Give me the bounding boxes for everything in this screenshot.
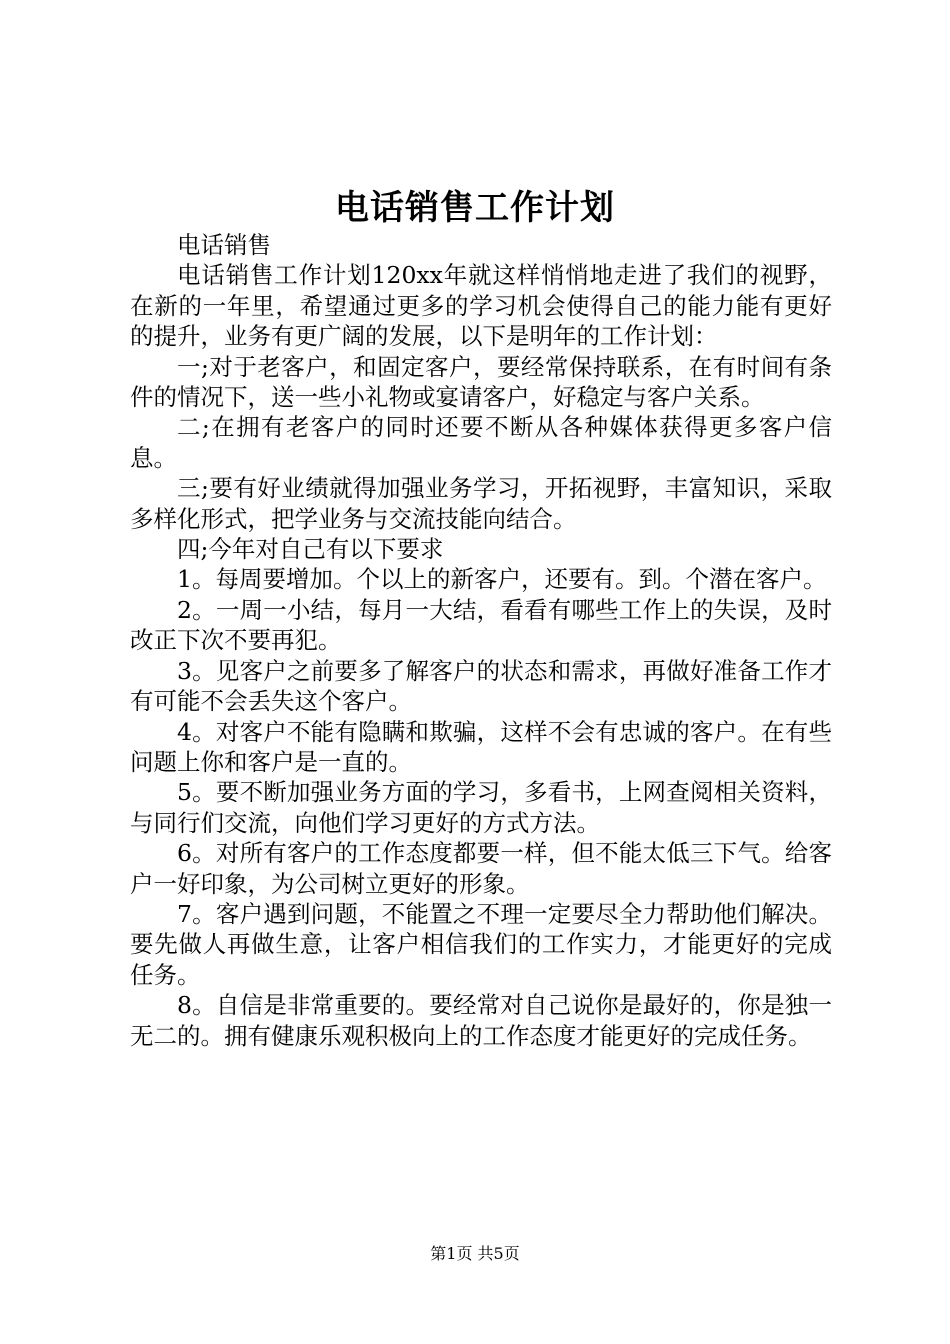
- list-item-8: 8。自信是非常重要的。要经常对自己说你是最好的，你是独一无二的。拥有健康乐观积极向上的工作态度才能更好的完成任务。: [130, 991, 832, 1050]
- paragraph-item-4: 四;今年对自己有以下要求: [177, 535, 444, 564]
- list-item-1: 1。每周要增加。个以上的新客户，还要有。到。个潜在客户。: [177, 565, 827, 594]
- paragraph-heading: 电话销售: [177, 231, 271, 259]
- paragraph-item-2: 二;在拥有老客户的同时还要不断从各种媒体获得更多客户信息。: [130, 413, 832, 472]
- paragraph-item-1: 一;对于老客户，和固定客户，要经常保持联系，在有时间有条件的情况下，送一些小礼物或宴请客户，好稳定与客户关系。: [130, 352, 832, 412]
- paragraph-intro: 电话销售工作计划120xx年就这样悄悄地走进了我们的视野，在新的一年里，希望通过更多的学习机会使得自己的能力能有更好的提升，业务有更广阔的发展，以下是明年的工作计划：: [130, 261, 832, 351]
- document-title: 电话销售工作计划: [335, 188, 615, 228]
- list-item-2: 2。一周一小结，每月一大结，看看有哪些工作上的失误，及时改正下次不要再犯。: [130, 595, 832, 655]
- document-body: [130, 230, 832, 1051]
- list-item-5: 5。要不断加强业务方面的学习，多看书，上网查阅相关资料，与同行们交流，向他们学习更好的方式方法。: [130, 778, 832, 837]
- paragraph-item-3: 三;要有好业绩就得加强业务学习，开拓视野，丰富知识，采取多样化形式，把学业务与交流技能向结合。: [130, 474, 832, 533]
- list-item-4: 4。对客户不能有隐瞒和欺骗，这样不会有忠诚的客户。在有些问题上你和客户是一直的。: [130, 717, 832, 776]
- list-item-7: 7。客户遇到问题，不能置之不理一定要尽全力帮助他们解决。要先做人再做生意，让客户相信我们的工作实力，才能更好的完成任务。: [130, 899, 832, 989]
- page-number-footer: 第1页 共5页: [430, 1244, 520, 1263]
- list-item-6: 6。对所有客户的工作态度都要一样，但不能太低三下气。给客户一好印象，为公司树立更好的形象。: [130, 839, 832, 898]
- list-item-3: 3。见客户之前要多了解客户的状态和需求，再做好准备工作才有可能不会丢失这个客户。: [130, 656, 832, 716]
